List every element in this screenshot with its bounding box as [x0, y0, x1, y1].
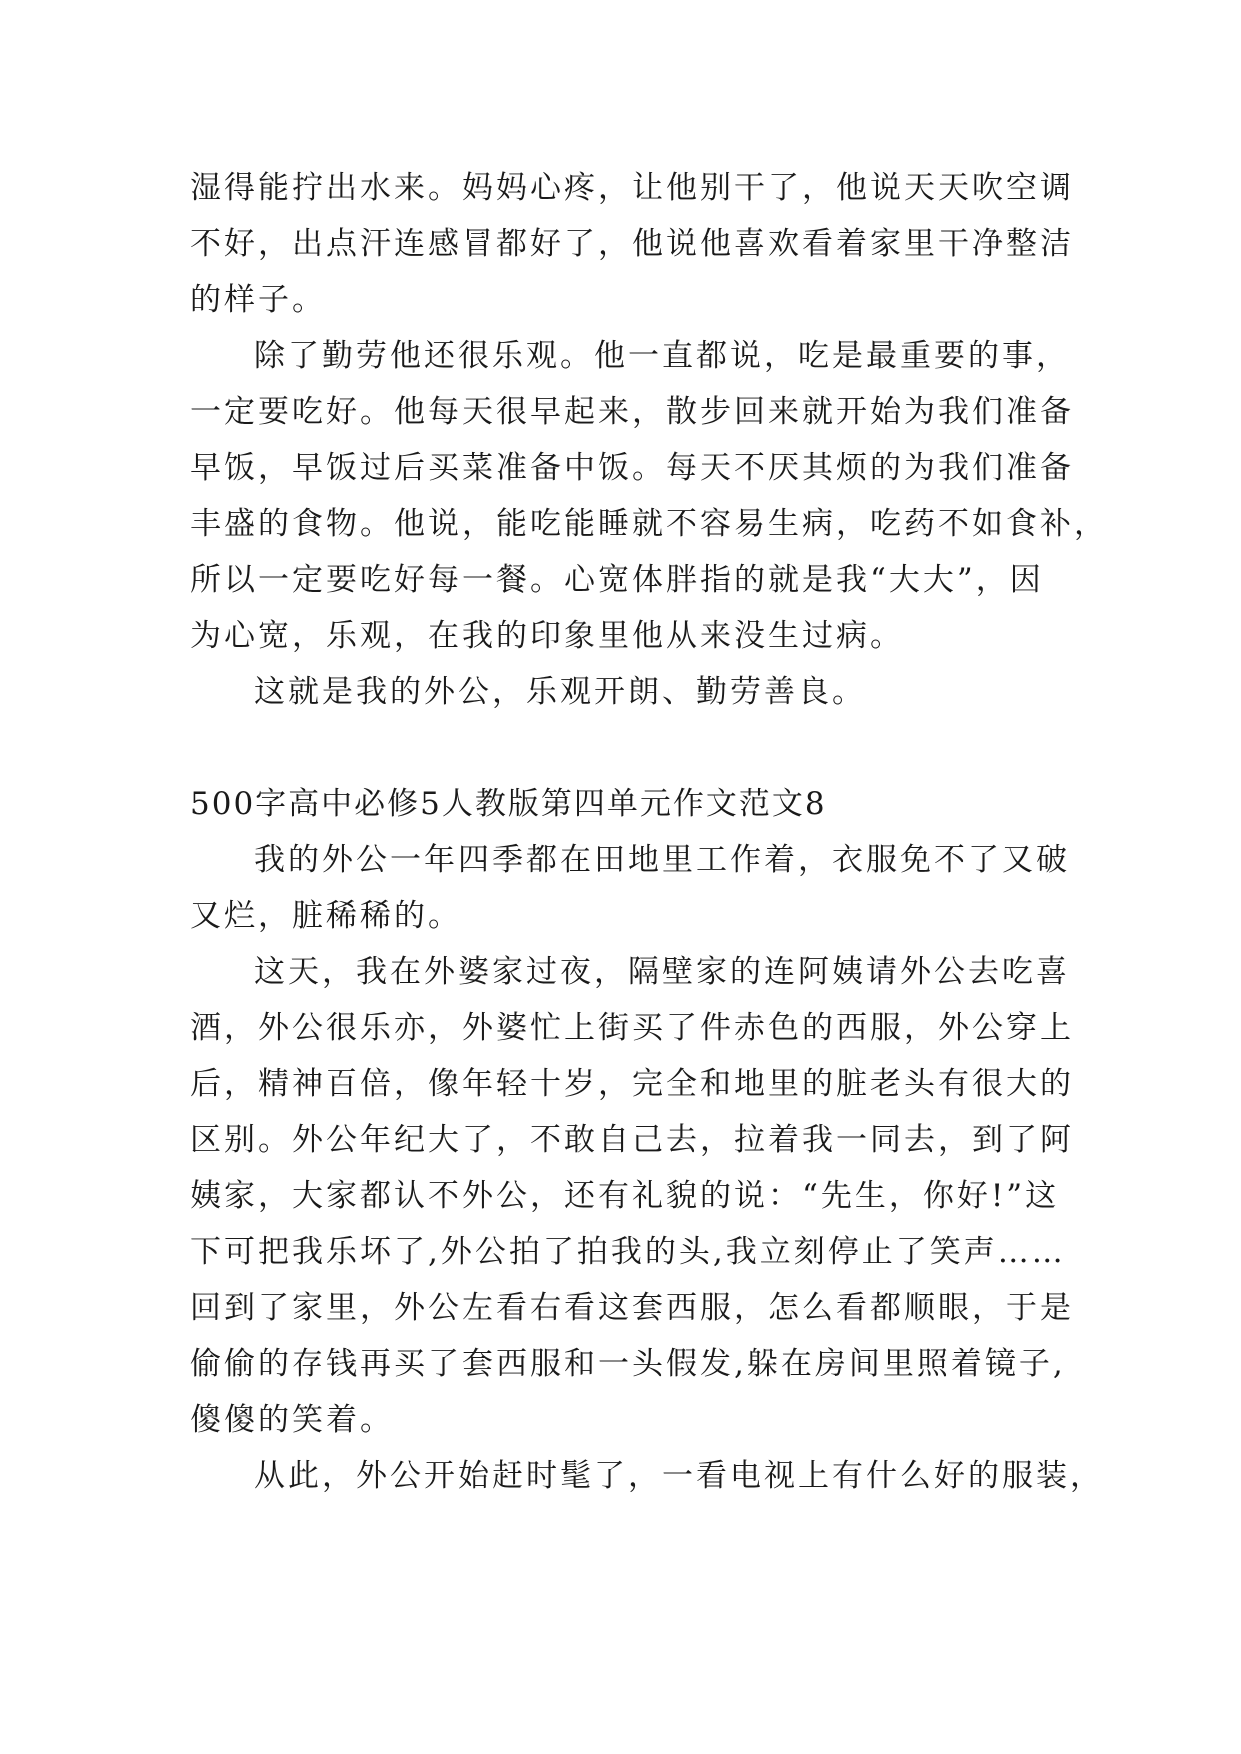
- paragraph-intro: [190, 832, 1070, 944]
- text-line: 区别。外公年纪大了，不敢自己去，拉着我一同去，到了阿: [190, 1122, 1074, 1158]
- text-line: 我的外公一年四季都在田地里工作着，衣服免不了又破: [254, 842, 1070, 878]
- text-line: 所以一定要吃好每一餐。心宽体胖指的就是我“大大”，因: [190, 562, 1044, 598]
- text-line: 酒，外公很乐亦，外婆忙上街买了件赤色的西服，外公穿上: [190, 1010, 1074, 1046]
- text-line: 这天，我在外婆家过夜，隔壁家的连阿姨请外公去吃喜: [254, 954, 1070, 990]
- text-line: 为心宽，乐观，在我的印象里他从来没生过病。: [190, 618, 904, 654]
- text-line: 的样子。: [190, 282, 326, 318]
- text-line: 湿得能拧出水来。妈妈心疼，让他别干了，他说天天吹空调: [190, 170, 1074, 206]
- section-gap: [190, 720, 1050, 776]
- text-line: 一定要吃好。他每天很早起来，散步回来就开始为我们准备: [190, 394, 1074, 430]
- text-line: 除了勤劳他还很乐观。他一直都说，吃是最重要的事，: [254, 338, 1070, 374]
- paragraph-continuation: [190, 160, 1074, 328]
- text-line: 下可把我乐坏了,外公拍了拍我的头,我立刻停止了笑声……: [190, 1234, 1066, 1270]
- text-line: 傻傻的笑着。: [190, 1402, 394, 1438]
- text-line: 不好，出点汗连感冒都好了，他说他喜欢看着家里干净整洁: [190, 226, 1074, 262]
- text-line: 这就是我的外公，乐观开朗、勤劳善良。: [254, 674, 866, 710]
- text-line: 又烂，脏稀稀的。: [190, 898, 462, 934]
- text-line: 后，精神百倍，像年轻十岁，完全和地里的脏老头有很大的: [190, 1066, 1074, 1102]
- essay-title: 500字高中必修5人教版第四单元作文范文8: [190, 786, 827, 822]
- section-heading: [190, 776, 1050, 832]
- paragraph-optimism: [190, 328, 1108, 664]
- text-line: 偷偷的存钱再买了套西服和一头假发,躲在房间里照着镜子,: [190, 1346, 1066, 1382]
- text-line: 从此，外公开始赶时髦了，一看电视上有什么好的服装，: [254, 1458, 1104, 1494]
- essay-body: [190, 160, 1108, 1504]
- text-line: 早饭，早饭过后买菜准备中饭。每天不厌其烦的为我们准备: [190, 450, 1074, 486]
- text-line: 姨家，大家都认不外公，还有礼貌的说：“先生，你好!”这: [190, 1178, 1060, 1214]
- paragraph-conclusion: [190, 664, 1050, 720]
- text-line: 回到了家里，外公左看右看这套西服，怎么看都顺眼，于是: [190, 1290, 1074, 1326]
- text-line: 丰盛的食物。他说，能吃能睡就不容易生病，吃药不如食补，: [190, 506, 1108, 542]
- paragraph-wedding: [190, 944, 1074, 1448]
- paragraph-fashion: [190, 1448, 1104, 1504]
